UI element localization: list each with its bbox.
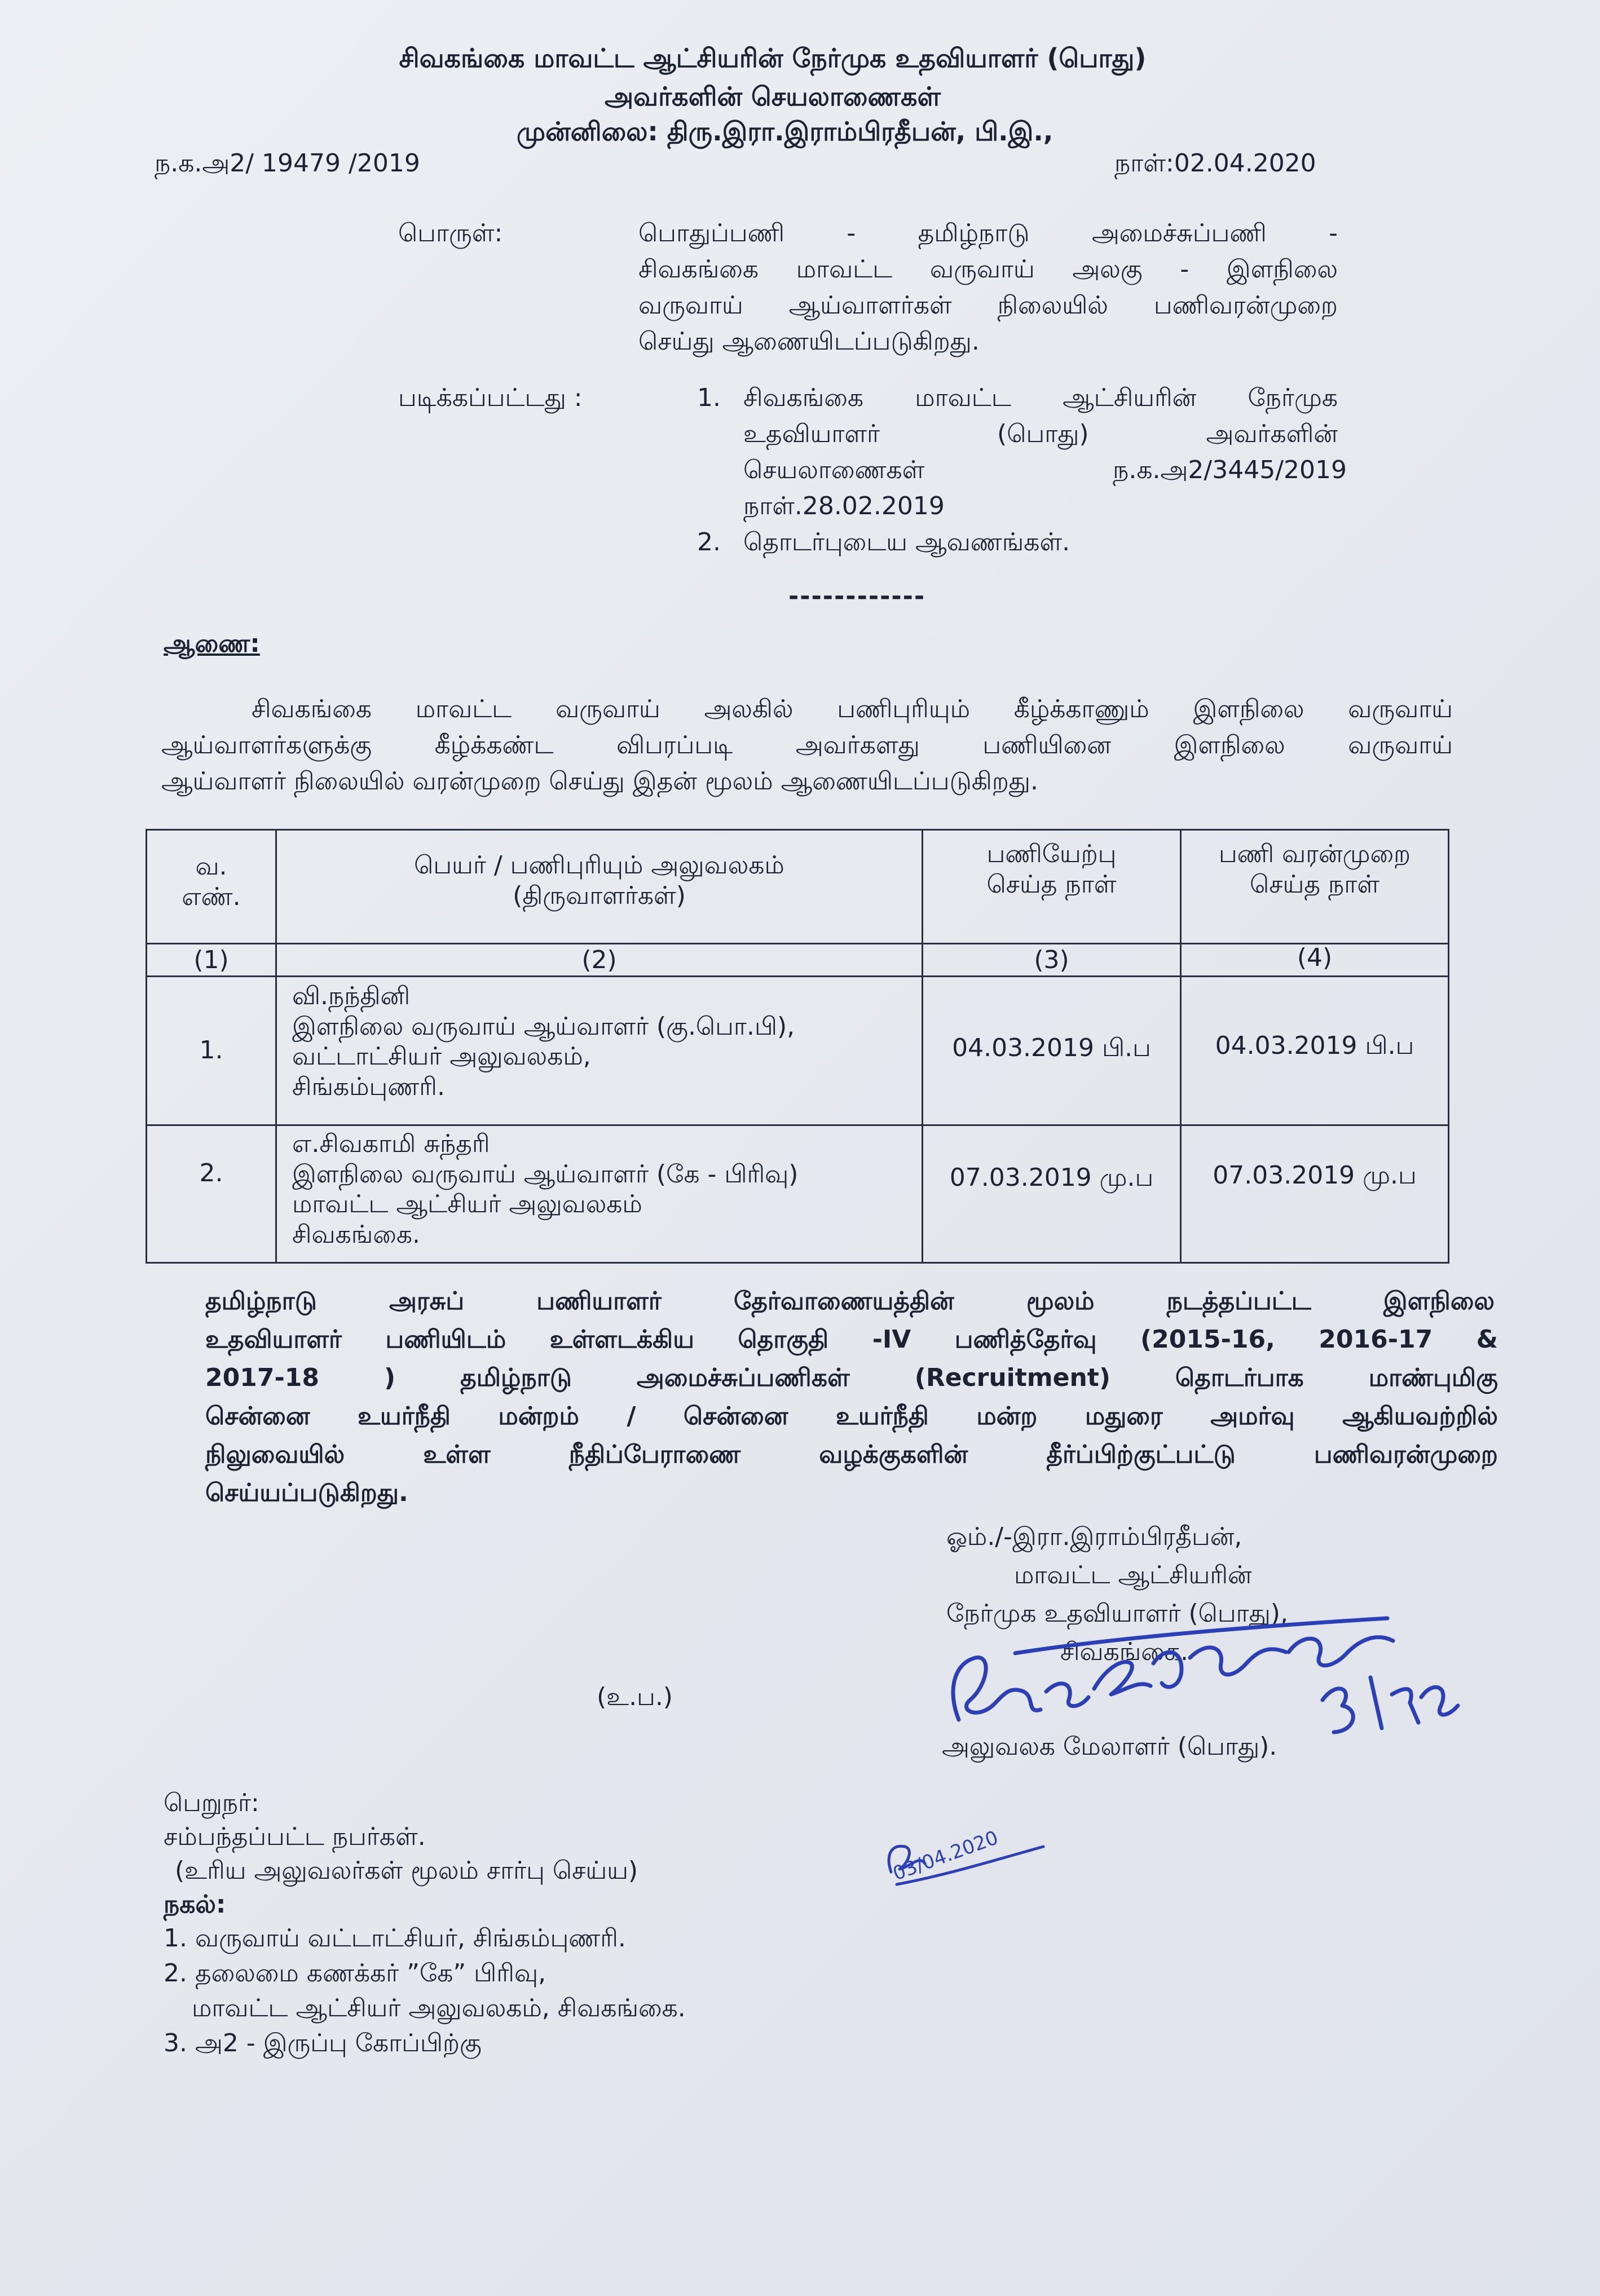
table-header-serial: வ. எண்.	[182, 852, 241, 911]
table-column-number: (1)	[193, 946, 229, 974]
row-regularized-date: 04.03.2019 பி.ப	[1215, 1031, 1414, 1060]
subject-line: சிவகங்கை மாவட்ட வருவாய் அலகு - இளநிலை	[638, 255, 1338, 284]
recipients-heading: பெறுநர்:	[164, 1789, 259, 1817]
row-regularized-date: 07.03.2019 மு.ப	[1213, 1161, 1417, 1190]
read-item-number: 1.	[697, 383, 721, 412]
row-joined-date: 07.03.2019 மு.ப	[949, 1163, 1154, 1192]
table-header-name: பெயர் / பணிபுரியும் அலுவலகம் (திருவாளர்கள்)	[414, 851, 784, 910]
read-item-line: சிவகங்கை மாவட்ட ஆட்சியரின் நேர்முக	[743, 383, 1338, 412]
read-item-line: தொடர்புடைய ஆவணங்கள்.	[743, 528, 1070, 557]
read-item-line: நாள்.28.02.2019	[743, 492, 945, 520]
header-line-2: அவர்களின் செயலாணைகள்	[604, 81, 941, 112]
subject-label: பொருள்:	[398, 219, 503, 248]
order-paragraph-line: சிவகங்கை மாவட்ட வருவாய் அலகில் பணிபுரியும் கீழ்க்காணும் இளநிலை வருவாய்	[252, 695, 1453, 723]
row-name-office: எ.சிவகாமி சுந்தரி இளநிலை வருவாய் ஆய்வாளர் (கே - பிரிவு) மாவட்ட ஆட்சியர் அலுவலகம் சிவகங்கை.	[292, 1129, 799, 1249]
read-divider: ------------	[788, 582, 926, 611]
header-line-3: முன்னிலை: திரு.இரா.இராம்பிரதீபன், பி.இ.,	[517, 116, 1054, 147]
condition-line: உதவியாளர் பணியிடம் உள்ளடக்கிய தொகுதி -IV பணித்தேர்வு (2015-16, 2016-17 &	[205, 1325, 1498, 1354]
subject-line: பொதுப்பணி - தமிழ்நாடு அமைச்சுப்பணி -	[638, 219, 1338, 248]
read-item-number: 2.	[697, 528, 721, 557]
condition-line: 2017-18 ) தமிழ்நாடு அமைச்சுப்பணிகள் (Recruitment) தொடர்பாக மாண்புமிகு	[205, 1363, 1498, 1392]
row-name-office: வி.நந்தினி இளநிலை வருவாய் ஆய்வாளர் (கு.பொ.பி), வட்டாட்சியர் அலுவலகம், சிங்கம்புணரி.	[292, 982, 795, 1102]
row-joined-date: 04.03.2019 பி.ப	[952, 1034, 1151, 1062]
signature-line: சிவகங்கை.	[1060, 1637, 1189, 1666]
table-column-number: (2)	[581, 946, 617, 974]
read-item-line: செயலாணைகள் ந.க.அ2/3445/2019	[743, 456, 1347, 484]
copy-to-item: மாவட்ட ஆட்சியர் அலுவலகம், சிவகங்கை.	[192, 1994, 686, 2023]
subject-line: வருவாய் ஆய்வாளர்கள் நிலையில் பணிவரன்முறை	[638, 291, 1338, 320]
read-item-line: உதவியாளர் (பொது) அவர்களின்	[743, 420, 1338, 448]
order-paragraph-line: ஆய்வாளர் நிலையில் வரன்முறை செய்து இதன் மூலம் ஆணையிடப்படுகிறது.	[161, 767, 1038, 796]
office-manager-label: அலுவலக மேலாளர் (பொது).	[942, 1732, 1277, 1761]
copy-to-heading: நகல்:	[164, 1890, 226, 1919]
order-paragraph-line: ஆய்வாளர்களுக்கு கீழ்க்கண்ட விபரப்படி அவர்களது பணியினை இளநிலை வருவாய்	[161, 731, 1453, 760]
condition-line: நிலுவையில் உள்ள நீதிப்பேராணை வழக்குகளின் தீர்ப்பிற்குட்பட்டு பணிவரன்முறை	[205, 1440, 1498, 1469]
condition-line: தமிழ்நாடு அரசுப் பணியாளர் தேர்வாணையத்தின் மூலம் நடத்தப்பட்ட இளநிலை	[205, 1287, 1495, 1315]
signature-line: ஓம்./-இரா.இராம்பிரதீபன்,	[946, 1522, 1242, 1551]
copy-to-item: 1. வருவாய் வட்டாட்சியர், சிங்கம்புணரி.	[164, 1924, 626, 1953]
row-number: 1.	[199, 1036, 223, 1065]
recipients-line: (உரிய அலுவலர்கள் மூலம் சார்பு செய்ய)	[175, 1856, 638, 1885]
signature-line: மாவட்ட ஆட்சியரின்	[1014, 1561, 1252, 1589]
signature-line: நேர்முக உதவியாளர் (பொது),	[946, 1599, 1288, 1628]
order-date: நாள்:02.04.2020	[1114, 149, 1316, 178]
table-header-regularized: பணி வரன்முறை செய்த நாள்	[1218, 840, 1411, 899]
reference-number: ந.க.அ2/ 19479 /2019	[155, 149, 420, 178]
subject-line: செய்து ஆணையிடப்படுகிறது.	[638, 327, 980, 356]
condition-line: சென்னை உயர்நீதி மன்றம் / சென்னை உயர்நீதி மன்ற மதுரை அமர்வு ஆகியவற்றில்	[205, 1402, 1498, 1430]
true-copy-label: (உ.ப.)	[597, 1683, 673, 1711]
table-header-joined: பணியேற்பு செய்த நாள்	[986, 840, 1117, 899]
read-label: படிக்கப்பட்டது :	[398, 383, 583, 412]
table-column-number: (3)	[1034, 946, 1069, 974]
recipients-line: சம்பந்தப்பட்ட நபர்கள்.	[164, 1822, 426, 1851]
row-number: 2.	[199, 1159, 223, 1187]
header-line-1: சிவகங்கை மாவட்ட ஆட்சியரின் நேர்முக உதவியாளர் (பொது)	[399, 43, 1147, 73]
initials-date: 03/04.2020	[890, 1826, 1002, 1886]
order-heading: ஆணை:	[164, 629, 260, 658]
copy-to-item: 3. அ2 - இருப்பு கோப்பிற்கு	[164, 2029, 482, 2057]
table-column-number: (4)	[1297, 943, 1333, 972]
condition-line: செய்யப்படுகிறது.	[205, 1478, 408, 1507]
copy-to-item: 2. தலைமை கணக்கர் ”கே” பிரிவு,	[164, 1959, 546, 1988]
